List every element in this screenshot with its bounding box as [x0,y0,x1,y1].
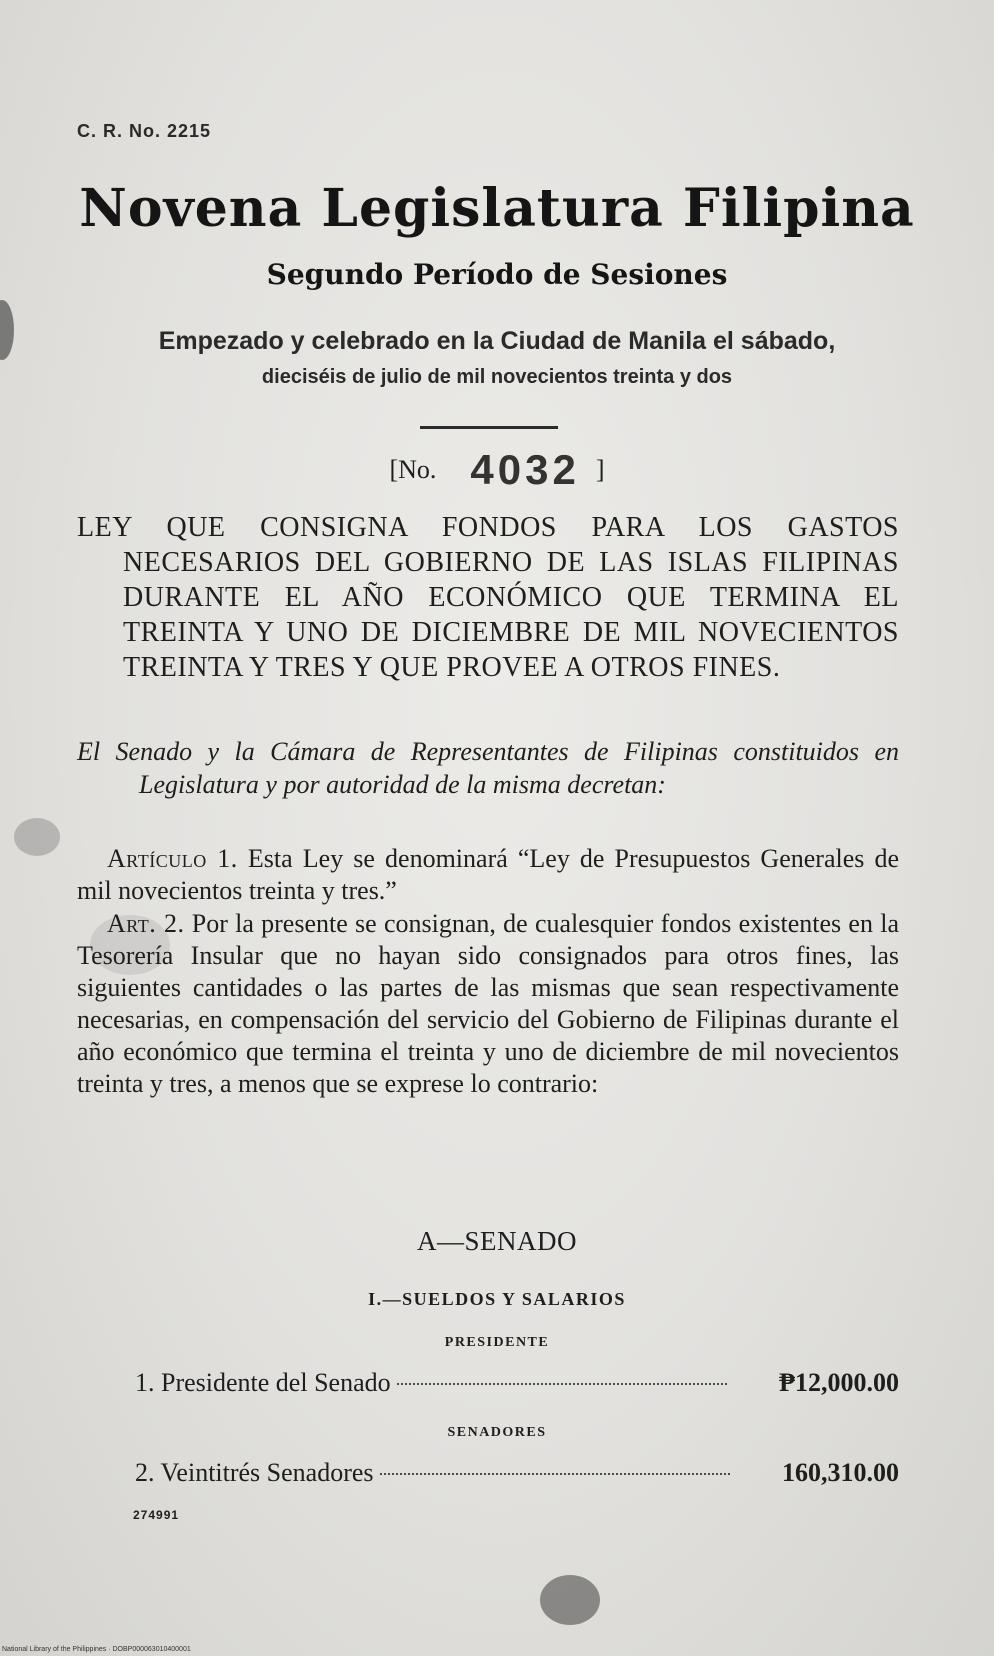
leader-dots [380,1473,730,1475]
printer-serial: 274991 [133,1508,180,1522]
budget-item [135,1458,899,1488]
intro-line-1: Empezado y celebrado en la Ciudad de Manila el sábado, [158,327,836,355]
archive-credit: National Library of the Philippines · DOBP000063010400001 [2,1646,191,1653]
law-number-label: [No. [389,455,437,484]
budget-item-amount: 160,310.00 [782,1458,899,1487]
law-number-value: 4032 [470,446,580,493]
budget-item [135,1368,899,1398]
group-heading-presidente: PRESIDENTE [444,1335,550,1350]
record-number: C. R. No. 2215 [77,121,212,141]
budget-item-label: 1. Presidente del Senado [135,1368,391,1397]
article-1-label: Artículo 1. [107,844,238,873]
article-2-label: Art. 2. [107,909,185,938]
article-2-text: Por la presente se consignan, de cualesquier fondos existentes en la Tesorería Insular que no hayan sido consignados para otros fines, las siguientes cantidades o las partes de las mismas que sean respectivamente necesarias, en compensación del servicio del Gobierno de Filipinas durante el año económico que termina el treinta y uno de diciembre de mil novecientos treinta y tres, a menos que se exprese lo contrario: [77,909,899,1098]
group-heading-senadores: SENADORES [447,1425,547,1440]
article-1 [77,843,899,907]
session-subtitle: Segundo Período de Sesiones [266,258,728,291]
scan-smudge [14,818,60,856]
enacting-clause: El Senado y la Cámara de Representantes de Filipinas constituidos en Legislatura y por autoridad de la misma decretan: [77,737,899,799]
scan-smudge [540,1575,600,1625]
article-2 [77,908,899,1100]
subsection-title: I.—SUELDOS Y SALARIOS [368,1289,626,1309]
leader-dots [397,1383,728,1385]
budget-item-amount: ₱12,000.00 [779,1368,899,1397]
article-1-text: Esta Ley se denominará “Ley de Presupuestos Generales de mil novecientos treinta y tres.” [77,844,900,905]
law-number [0,446,994,494]
budget-item-label: 2. Veintitrés Senadores [135,1458,374,1487]
law-number-close: ] [595,455,605,484]
law-title: LEY QUE CONSIGNA FONDOS PARA LOS GASTOS NECESARIOS DEL GOBIERNO DE LAS ISLAS FILIPINAS DURANTE EL AÑO ECONÓMICO QUE TERMINA EL TREINTA Y UNO DE DICIEMBRE DE MIL NOVECIENTOS TREINTA Y TRES Y QUE PROVEE A OTROS FINES. [77,512,899,683]
section-title: A—SENADO [416,1226,577,1256]
divider-rule [420,426,558,429]
intro-line-2: dieciséis de julio de mil novecientos treinta y dos [261,366,733,388]
legislature-title: Novena Legislatura Filipina [79,178,915,239]
